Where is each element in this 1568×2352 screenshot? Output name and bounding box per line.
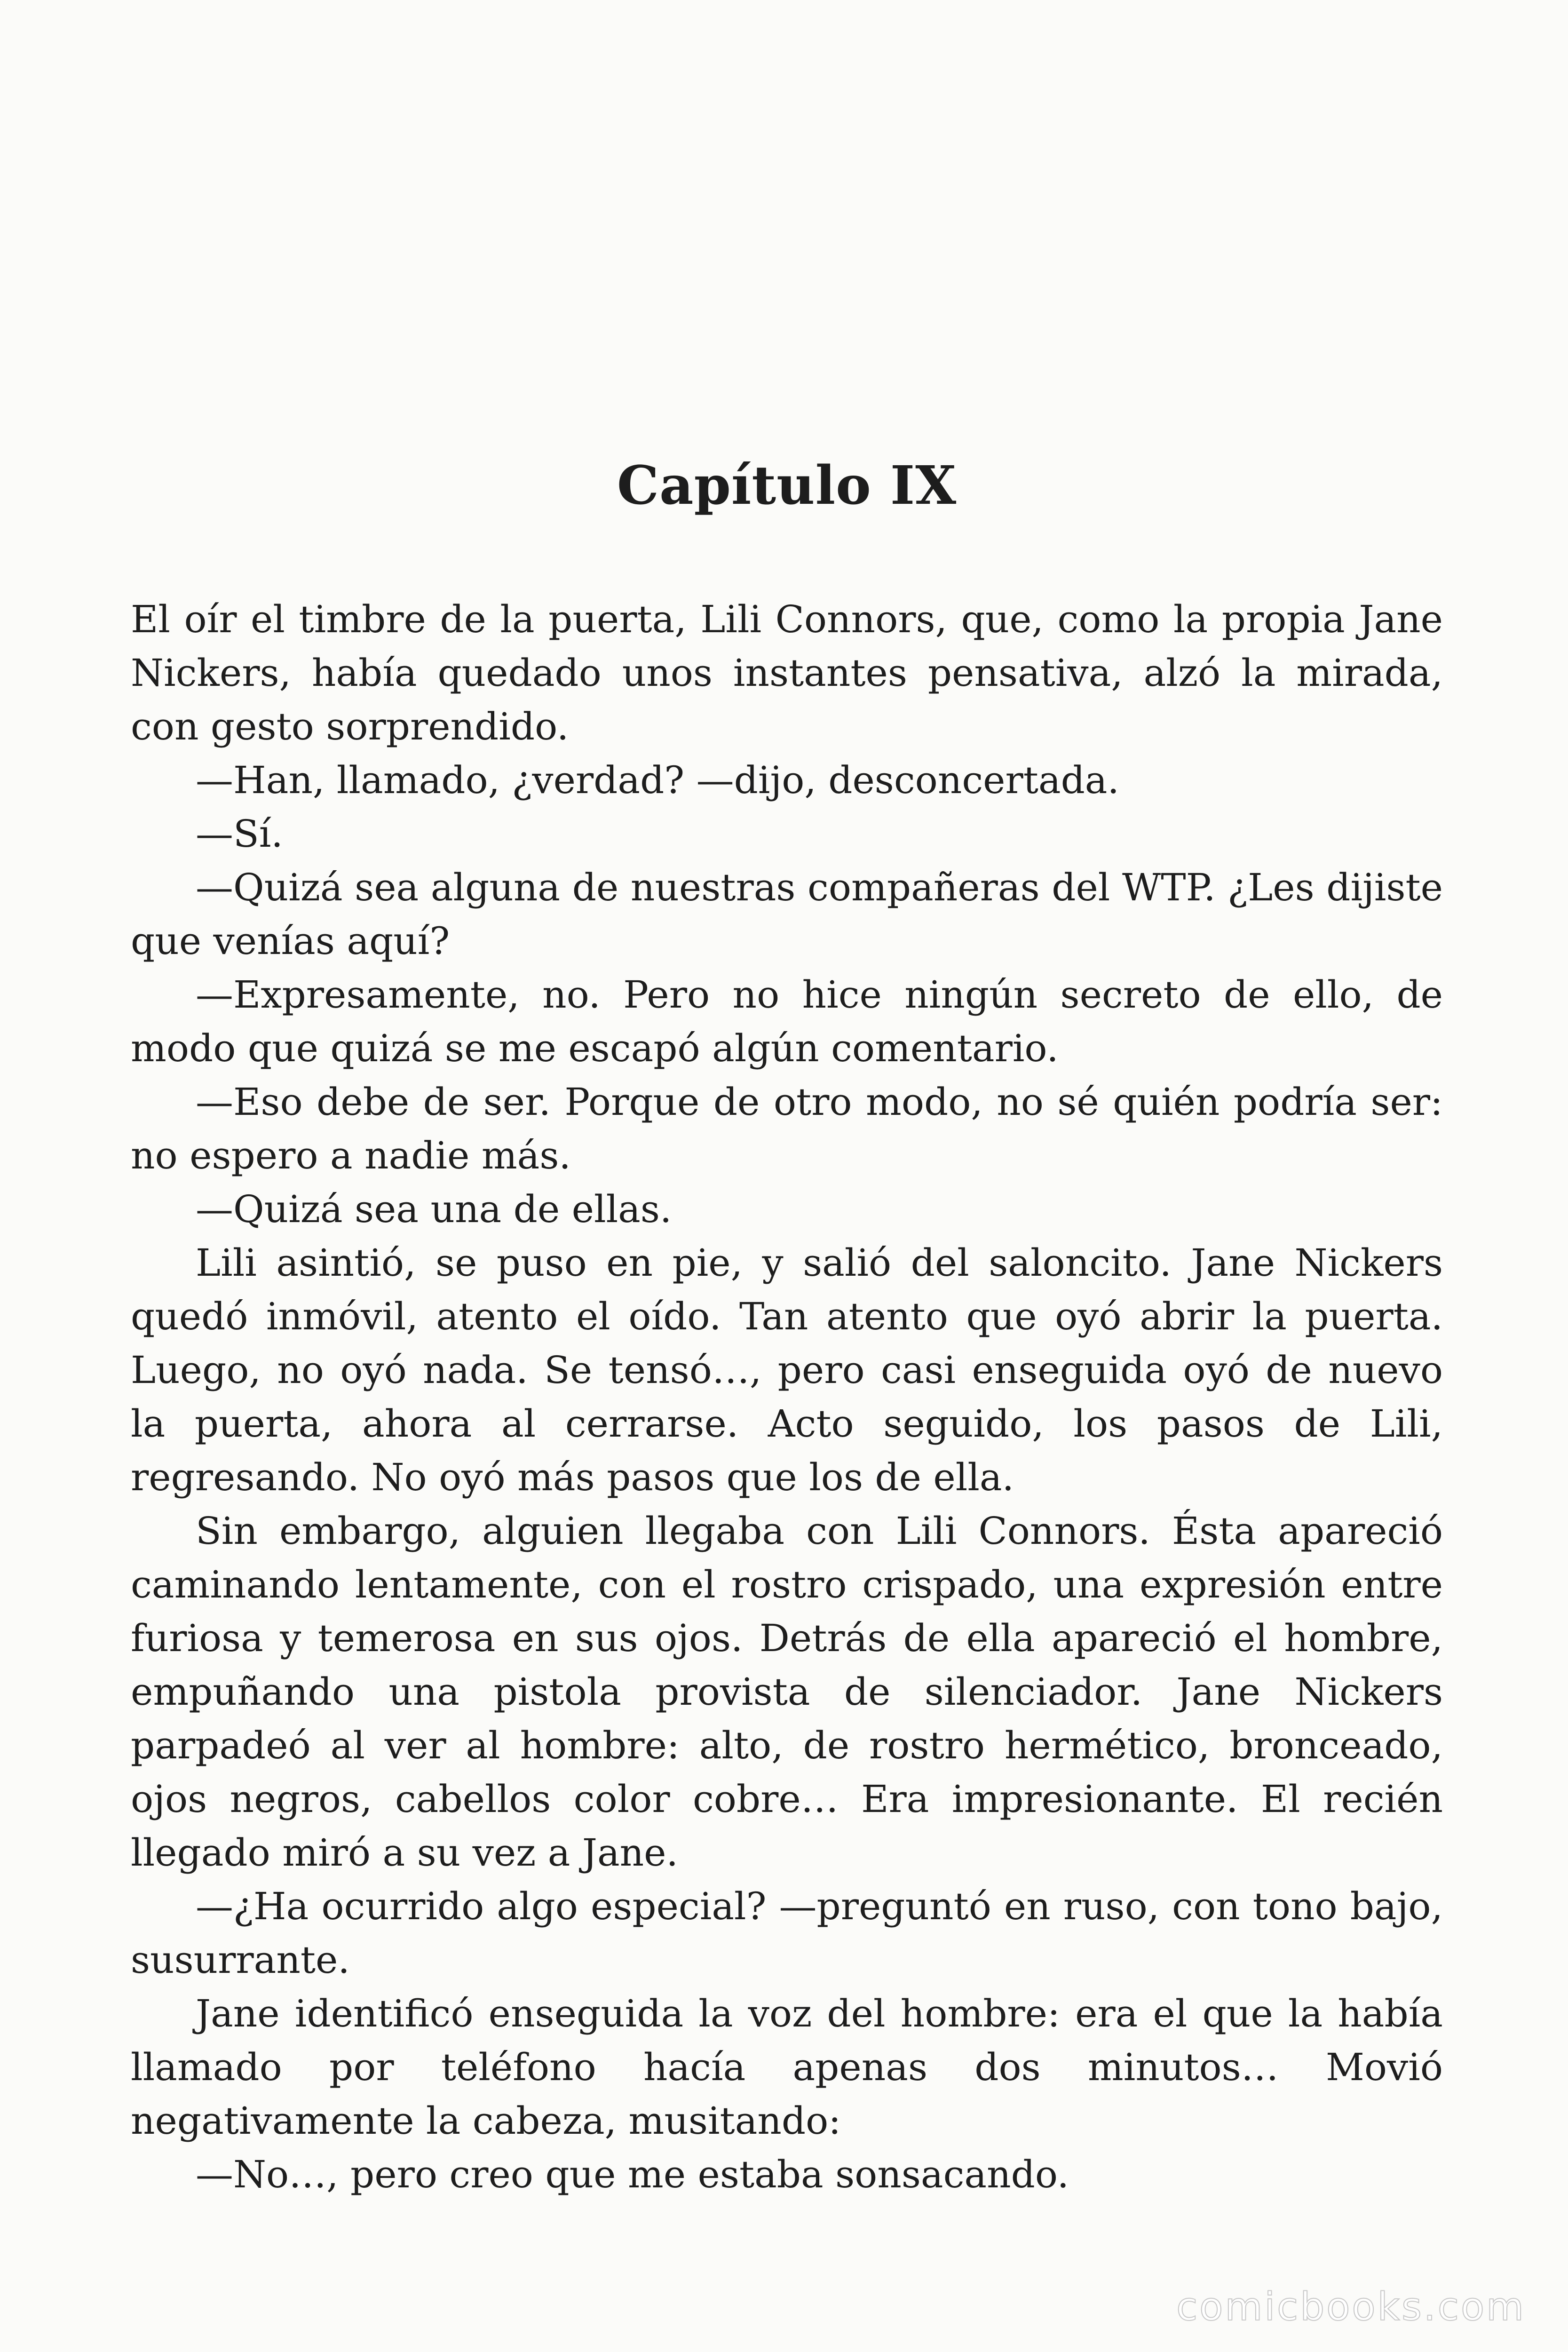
paragraph: Sin embargo, alguien llegaba con Lili Connors. Ésta apareció caminando lentamente, con el rostro crispado, una expresión entre furiosa y temerosa en sus ojos. Detrás de ella apareció el hombre, empuñando una pistola provista de silenciador. Jane Nickers parpadeó al ver al hombre: alto, de rostro hermético, bronceado, ojos negros, cabellos color cobre… Era impresionante. El recién llegado miró a su vez a Jane. xyxy=(131,1509,1443,1875)
paragraph: —No…, pero creo que me estaba sonsacando. xyxy=(196,2153,1069,2196)
paragraph: —Eso debe de ser. Porque de otro modo, no sé quién podría ser: no espero a nadie más. xyxy=(131,1080,1443,1177)
paragraph: Jane identificó enseguida la voz del hombre: era el que la había llamado por teléfono hacía apenas dos minutos… Movió negativamente la cabeza, musitando: xyxy=(131,1992,1443,2143)
chapter-body xyxy=(131,593,1443,2201)
paragraph: —Expresamente, no. Pero no hice ningún secreto de ello, de modo que quizá se me escapó algún comentario. xyxy=(131,973,1443,1070)
paragraph: —Han, llamado, ¿verdad? —dijo, desconcertada. xyxy=(196,758,1119,802)
paragraph: —¿Ha ocurrido algo especial? —preguntó en ruso, con tono bajo, susurrante. xyxy=(131,1884,1443,1982)
paragraph: —Quizá sea alguna de nuestras compañeras del WTP. ¿Les dijiste que venías aquí? xyxy=(131,866,1443,963)
paragraph: El oír el timbre de la puerta, Lili Connors, que, como la propia Jane Nickers, había quedado unos instantes pensativa, alzó la mirada, con gesto sorprendido. xyxy=(131,597,1443,748)
paragraph: —Sí. xyxy=(196,812,283,856)
paragraph: Lili asintió, se puso en pie, y salió del saloncito. Jane Nickers quedó inmóvil, atento el oído. Tan atento que oyó abrir la puerta. Luego, no oyó nada. Se tensó…, pero casi enseguida oyó de nuevo la puerta, ahora al cerrarse. Acto seguido, los pasos de Lili, regresando. No oyó más pasos que los de ella. xyxy=(131,1241,1443,1499)
watermark: comicbooks.com xyxy=(1176,2285,1526,2329)
paragraph: —Quizá sea una de ellas. xyxy=(196,1187,672,1231)
chapter-title: Capítulo IX xyxy=(617,455,957,516)
book-page xyxy=(131,0,1443,2352)
